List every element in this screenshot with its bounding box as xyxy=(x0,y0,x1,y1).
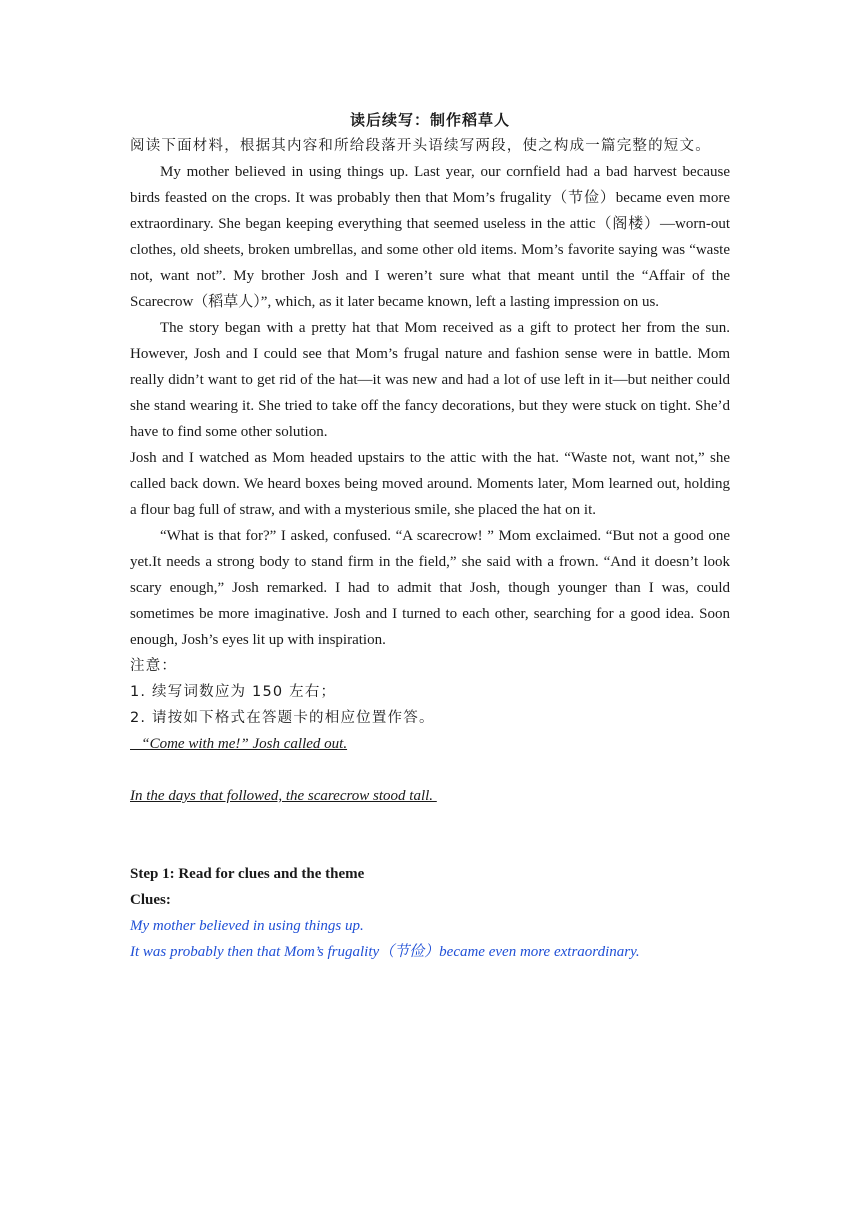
clue-1: My mother believed in using things up. xyxy=(130,918,364,934)
story-paragraph-4: “What is that for?” I asked, confused. “A scarecrow! ” Mom exclaimed. “But not a good one yet.It needs a strong body to stand firm in the field,” she said with a frown. “And it doesn’t look scary enough,” Josh remarked. I had to admit that Josh, though younger than I was, could sometimes be more imaginative. Josh and I turned to each other, searching for a good idea. Soon enough, Josh’s eyes lit up with inspiration. xyxy=(130,528,730,648)
notes-item-1: 1. 续写词数应为 150 左右； xyxy=(130,684,337,700)
prompt-second-paragraph: In the days that followed, the scarecrow stood tall. xyxy=(130,788,437,804)
document-page xyxy=(130,107,730,965)
clue-2: It was probably then that Mom’s frugality（节俭）became even more extraordinary. xyxy=(130,944,640,960)
notes-item-2: 2. 请按如下格式在答题卡的相应位置作答。 xyxy=(130,710,435,726)
clues-label: Clues: xyxy=(130,892,171,908)
step1-heading: Step 1: Read for clues and the theme xyxy=(130,866,365,882)
page-title: 读后续写：制作稻草人 xyxy=(349,111,510,129)
story-paragraph-1: My mother believed in using things up. Last year, our cornfield had a bad harvest because birds feasted on the crops. It was probably then that Mom’s frugality（节俭）became even more extraordinary. She began keeping everything that seemed useless in the attic（阁楼）—worn-out clothes, old sheets, broken umbrellas, and some other old items. Mom’s favorite saying was “waste not, want not”. My brother Josh and I weren’t sure what that meant until the “Affair of the Scarecrow（稻草人）”, which, as it later became known, left a lasting impression on us. xyxy=(130,164,730,310)
notes-heading: 注意： xyxy=(130,658,178,674)
story-paragraph-3: Josh and I watched as Mom headed upstairs to the attic with the hat. “Waste not, want not,” she called back down. We heard boxes being moved around. Moments later, Mom learned out, holding a flour bag full of straw, and with a mysterious smile, she placed the hat on it. xyxy=(130,450,730,518)
instructions-text: 阅读下面材料，根据其内容和所给段落开头语续写两段，使之构成一篇完整的短文。 xyxy=(130,138,711,154)
blank-line xyxy=(130,757,730,783)
prompt-first-paragraph: “Come with me!” Josh called out. xyxy=(130,736,348,752)
story-paragraph-2: The story began with a pretty hat that Mom received as a gift to protect her from the sun. However, Josh and I could see that Mom’s frugal nature and fashion sense were in battle. Mom really didn’t want to get rid of the hat—it was new and had a lot of use left in it—but neither could she stand wearing it. She tried to take off the fancy decorations, but they were stuck on tight. She’d have to find some other solution. xyxy=(130,320,730,440)
blank-space xyxy=(130,809,730,861)
